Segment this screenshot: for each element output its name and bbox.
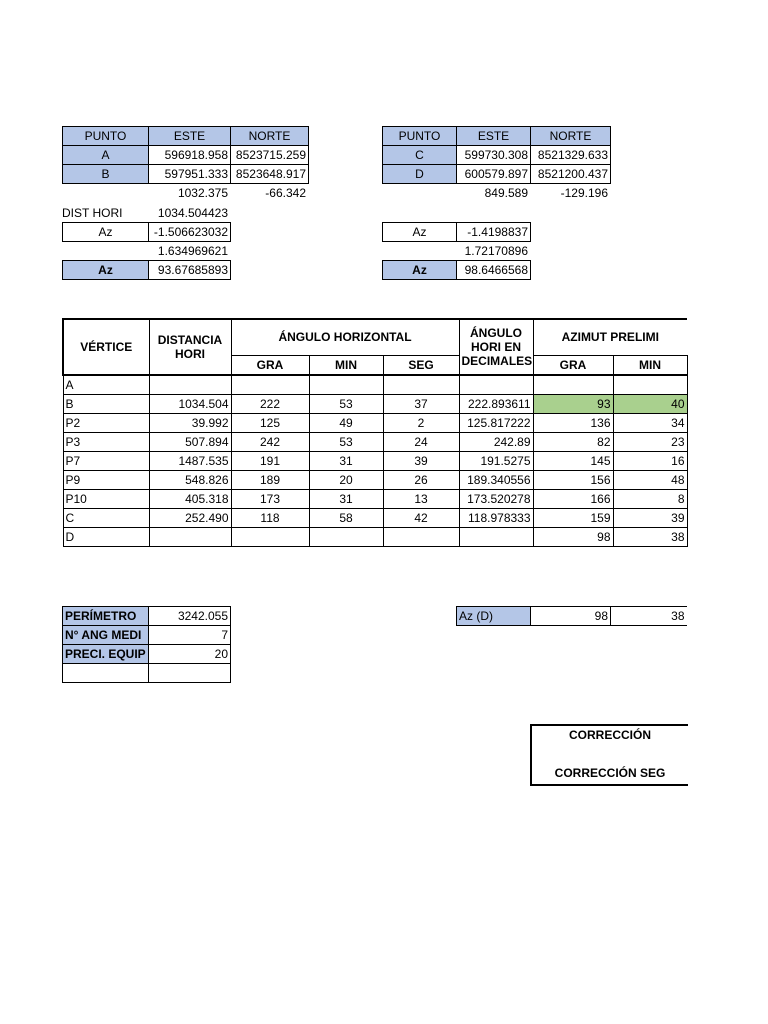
cell-ang-min[interactable]: 49 — [309, 414, 383, 433]
cell-ang-dec[interactable]: 118.978333 — [459, 509, 533, 528]
cell-distancia[interactable] — [149, 528, 231, 547]
cell-ang-dec[interactable]: 222.893611 — [459, 395, 533, 414]
cell-vertice[interactable]: P2 — [63, 414, 149, 433]
azf-table-ab — [62, 260, 231, 280]
cell-ang-gra[interactable]: 118 — [231, 509, 309, 528]
cell-vertice[interactable]: P10 — [63, 490, 149, 509]
diff-norte-ab[interactable]: -66.342 — [265, 186, 306, 200]
table-row — [63, 375, 687, 395]
correccion-box — [530, 724, 688, 786]
cell-ang-min[interactable]: 53 — [309, 395, 383, 414]
cell-distancia[interactable]: 252.490 — [149, 509, 231, 528]
header-este[interactable]: ESTE — [149, 127, 231, 146]
preci-equip-value[interactable]: 20 — [149, 645, 231, 664]
traverse-table — [62, 318, 688, 547]
coord-table-ab — [62, 126, 309, 184]
cell-az-gra[interactable]: 98 — [533, 528, 613, 547]
cell-az-min[interactable]: 48 — [613, 471, 687, 490]
cell-ang-gra[interactable] — [231, 375, 309, 395]
subheader-ang-gra[interactable]: GRA — [231, 355, 309, 375]
cell-ang-min[interactable]: 53 — [309, 433, 383, 452]
cell-ang-min[interactable]: 31 — [309, 490, 383, 509]
cell-az-min[interactable]: 16 — [613, 452, 687, 471]
azf-value-cd[interactable]: 98.6466568 — [457, 261, 531, 280]
cell-este-a[interactable]: 596918.958 — [149, 146, 231, 165]
azd-label[interactable]: Az (D) — [457, 607, 531, 626]
az2-value-ab[interactable]: 1.634969621 — [157, 244, 228, 258]
diff-este-ab[interactable]: 1032.375 — [177, 186, 228, 200]
az2-value-cd[interactable]: 1.72170896 — [464, 244, 528, 258]
subheader-ang-seg[interactable]: SEG — [383, 355, 459, 375]
cell-distancia[interactable]: 1034.504 — [149, 395, 231, 414]
correccion-seg-label: CORRECCIÓN SEG — [554, 766, 666, 780]
cell-az-gra[interactable]: 156 — [533, 471, 613, 490]
summary-table — [62, 606, 231, 683]
cell-este-b[interactable]: 597951.333 — [149, 165, 231, 184]
subheader-ang-min[interactable]: MIN — [309, 355, 383, 375]
cell-ang-gra[interactable]: 191 — [231, 452, 309, 471]
correccion-label: CORRECCIÓN — [568, 728, 651, 742]
cell-ang-dec[interactable]: 242.89 — [459, 433, 533, 452]
cell-vertice[interactable]: P3 — [63, 433, 149, 452]
table-row — [63, 395, 687, 414]
cell-ang-min[interactable]: 58 — [309, 509, 383, 528]
table-row — [63, 490, 687, 509]
cell-distancia[interactable]: 39.992 — [149, 414, 231, 433]
header-vertice[interactable]: VÉRTICE — [63, 319, 149, 375]
cell-ang-min[interactable]: 31 — [309, 452, 383, 471]
cell-vertice[interactable]: A — [63, 375, 149, 395]
cell-az-gra[interactable]: 145 — [533, 452, 613, 471]
cell-az-min[interactable]: 39 — [613, 509, 687, 528]
cell-ang-gra[interactable]: 189 — [231, 471, 309, 490]
cell-ang-min[interactable] — [309, 528, 383, 547]
cell-ang-seg[interactable]: 26 — [383, 471, 459, 490]
perimetro-label[interactable]: PERÍMETRO — [63, 607, 149, 626]
azf-label-cd[interactable]: Az — [383, 261, 457, 280]
azf-table-cd — [382, 260, 531, 280]
cell-ang-dec[interactable] — [459, 375, 533, 395]
cell-ang-seg[interactable]: 2 — [383, 414, 459, 433]
cell-distancia[interactable]: 548.826 — [149, 471, 231, 490]
az-table-cd — [382, 222, 531, 242]
az-value-cd[interactable]: -1.4198837 — [457, 223, 531, 242]
cell-az-gra[interactable] — [533, 375, 613, 395]
cell-vertice[interactable]: P9 — [63, 471, 149, 490]
cell-az-gra[interactable]: 159 — [533, 509, 613, 528]
subheader-az-gra[interactable]: GRA — [533, 355, 613, 375]
table-row — [63, 414, 687, 433]
header-azimut[interactable]: AZIMUT PRELIMI — [533, 319, 687, 355]
cell-az-min[interactable]: 40 — [613, 395, 687, 414]
cell-distancia[interactable]: 1487.535 — [149, 452, 231, 471]
empty-cell[interactable] — [63, 664, 149, 683]
cell-ang-seg[interactable]: 13 — [383, 490, 459, 509]
cell-vertice[interactable]: D — [63, 528, 149, 547]
cell-ang-seg[interactable] — [383, 375, 459, 395]
cell-az-min[interactable]: 23 — [613, 433, 687, 452]
cell-distancia[interactable]: 405.318 — [149, 490, 231, 509]
cell-distancia[interactable] — [149, 375, 231, 395]
header-norte-2[interactable]: NORTE — [531, 127, 611, 146]
diff-norte-cd[interactable]: -129.196 — [560, 186, 608, 200]
perimetro-value[interactable]: 3242.055 — [149, 607, 231, 626]
cell-ang-gra[interactable]: 125 — [231, 414, 309, 433]
header-este-2[interactable]: ESTE — [457, 127, 531, 146]
cell-ang-dec[interactable]: 125.817222 — [459, 414, 533, 433]
table-row — [63, 528, 687, 547]
table-row — [63, 509, 687, 528]
dist-hori-label: DIST HORI — [62, 206, 123, 220]
header-punto-2[interactable]: PUNTO — [383, 127, 457, 146]
cell-este-d[interactable]: 600579.897 — [457, 165, 531, 184]
cell-punto-d[interactable]: D — [383, 165, 457, 184]
cell-ang-min[interactable]: 20 — [309, 471, 383, 490]
cell-punto-b[interactable]: B — [63, 165, 149, 184]
diff-este-cd[interactable]: 849.589 — [484, 186, 528, 200]
header-angulo-decimales[interactable]: ÁNGULO HORI EN DECIMALES — [459, 319, 533, 375]
az-value-ab[interactable]: -1.506623032 — [149, 223, 231, 242]
cell-ang-gra[interactable] — [231, 528, 309, 547]
dist-hori-value[interactable]: 1034.504423 — [157, 206, 228, 220]
cell-punto-c[interactable]: C — [383, 146, 457, 165]
cell-ang-dec[interactable] — [459, 528, 533, 547]
azf-value-ab[interactable]: 93.67685893 — [149, 261, 231, 280]
cell-ang-seg[interactable]: 24 — [383, 433, 459, 452]
cell-az-gra[interactable]: 82 — [533, 433, 613, 452]
azf-label-ab[interactable]: Az — [63, 261, 149, 280]
cell-ang-gra[interactable]: 242 — [231, 433, 309, 452]
az-label-ab[interactable]: Az — [63, 223, 149, 242]
az-table-ab — [62, 222, 231, 242]
cell-ang-gra[interactable]: 222 — [231, 395, 309, 414]
cell-punto-a[interactable]: A — [63, 146, 149, 165]
cell-ang-gra[interactable]: 173 — [231, 490, 309, 509]
cell-ang-seg[interactable]: 37 — [383, 395, 459, 414]
cell-ang-dec[interactable]: 191.5275 — [459, 452, 533, 471]
empty-cell[interactable] — [149, 664, 231, 683]
cell-ang-seg[interactable]: 39 — [383, 452, 459, 471]
cell-vertice[interactable]: B — [63, 395, 149, 414]
cell-norte-a[interactable]: 8523715.259 — [231, 146, 309, 165]
cell-az-min[interactable]: 38 — [613, 528, 687, 547]
azd-min[interactable]: 38 — [611, 607, 687, 626]
cell-az-min[interactable]: 34 — [613, 414, 687, 433]
cell-az-gra[interactable]: 93 — [533, 395, 613, 414]
header-distancia[interactable]: DISTANCIA HORI — [149, 319, 231, 375]
cell-az-min[interactable]: 8 — [613, 490, 687, 509]
cell-vertice[interactable]: C — [63, 509, 149, 528]
cell-ang-dec[interactable]: 189.340556 — [459, 471, 533, 490]
azd-gra[interactable]: 98 — [531, 607, 611, 626]
cell-ang-min[interactable] — [309, 375, 383, 395]
ang-medi-value[interactable]: 7 — [149, 626, 231, 645]
table-row — [63, 452, 687, 471]
coord-table-cd — [382, 126, 611, 184]
az-label-cd[interactable]: Az — [383, 223, 457, 242]
table-row — [63, 471, 687, 490]
table-row — [63, 433, 687, 452]
preci-equip-label[interactable]: PRECI. EQUIP — [63, 645, 149, 664]
cell-ang-seg[interactable]: 42 — [383, 509, 459, 528]
ang-medi-label[interactable]: N° ANG MEDI — [63, 626, 149, 645]
cell-este-c[interactable]: 599730.308 — [457, 146, 531, 165]
cell-ang-seg[interactable] — [383, 528, 459, 547]
cell-norte-b[interactable]: 8523648.917 — [231, 165, 309, 184]
subheader-az-min[interactable]: MIN — [613, 355, 687, 375]
header-angulo-horizontal[interactable]: ÁNGULO HORIZONTAL — [231, 319, 459, 355]
cell-vertice[interactable]: P7 — [63, 452, 149, 471]
header-punto[interactable]: PUNTO — [63, 127, 149, 146]
cell-az-gra[interactable]: 136 — [533, 414, 613, 433]
cell-norte-c[interactable]: 8521329.633 — [531, 146, 611, 165]
header-norte[interactable]: NORTE — [231, 127, 309, 146]
cell-az-min[interactable] — [613, 375, 687, 395]
cell-ang-dec[interactable]: 173.520278 — [459, 490, 533, 509]
cell-az-gra[interactable]: 166 — [533, 490, 613, 509]
cell-norte-d[interactable]: 8521200.437 — [531, 165, 611, 184]
cell-distancia[interactable]: 507.894 — [149, 433, 231, 452]
azd-table — [456, 606, 687, 626]
